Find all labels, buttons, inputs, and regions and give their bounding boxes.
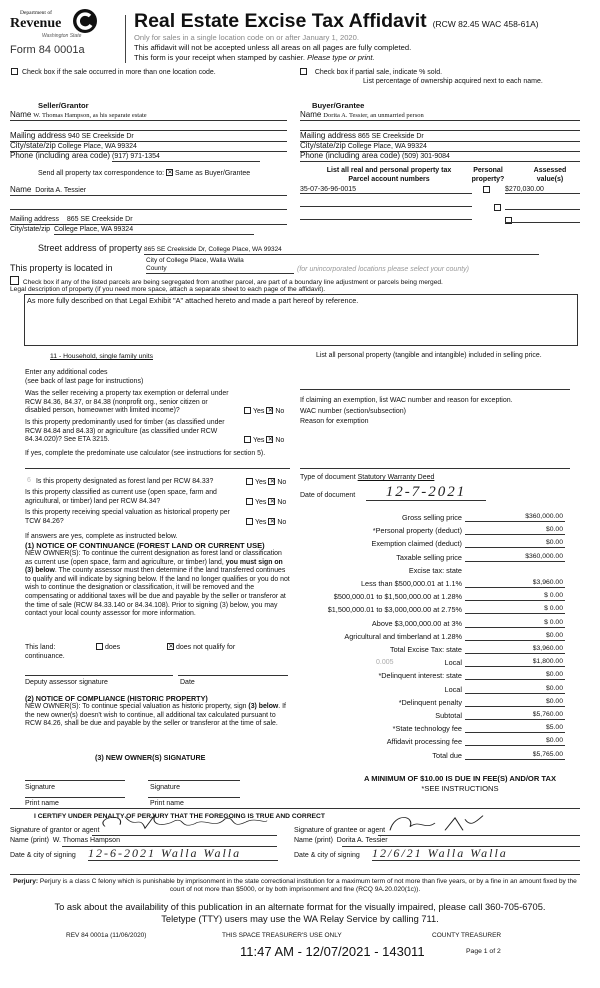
buyer-phone-field[interactable]: (509) 301-9084 [402, 153, 450, 160]
form-number: Form 84 0001a [10, 44, 85, 56]
grantor-date-city[interactable]: 12-6-2021 Walla Walla [88, 847, 278, 861]
partial-sale-checkbox-row[interactable]: Check box if partial sale, indicate % sold. [300, 68, 442, 77]
tax-row-value[interactable]: $0.00 [465, 538, 565, 548]
revenue-logo-icon [72, 8, 98, 34]
assessed-value-field[interactable] [505, 201, 580, 210]
tax-row-label: Local [444, 658, 462, 668]
personal-property-checkbox[interactable] [483, 186, 490, 193]
parcel-number-field[interactable]: 35-07-36-96-0015 [300, 185, 472, 194]
assessed-value-field[interactable] [505, 214, 580, 223]
tax-row-value[interactable]: $0.00 [465, 525, 565, 535]
tax-row-label: Taxable selling price [396, 552, 462, 562]
tax-row-label: *State technology fee [392, 724, 462, 734]
grantee-date-city[interactable]: 12/6/21 Walla Walla [372, 847, 580, 861]
tax-row-label: *Delinquent penalty [398, 697, 462, 707]
tax-row-label: *Personal property (deduct) [372, 526, 462, 536]
seller-name-field[interactable]: W. Thomas Hampson, as his separate estate [33, 112, 147, 119]
tax-row-value[interactable]: $360,000.00 [465, 552, 565, 562]
multi-location-checkbox[interactable] [11, 68, 18, 75]
document-type-field[interactable]: Statutory Warranty Deed [357, 474, 435, 481]
tax-row-label: *Delinquent interest: state [378, 671, 462, 681]
grantor-signature[interactable] [95, 812, 270, 834]
header-divider [125, 15, 126, 63]
citation: (RCW 82.45 WAC 458-61A) [432, 19, 539, 29]
parcel-number-field[interactable] [300, 198, 472, 207]
does-not-qualify-checkbox[interactable]: ✕ does not qualify for [167, 643, 235, 652]
new-owner-print-name-2[interactable]: Print name [150, 800, 184, 807]
new-owner-signature-1[interactable]: Signature [25, 784, 55, 791]
tax-row-label: $1,500,000.01 to $3,000,000.00 at 2.75% [327, 605, 462, 615]
use-code-field[interactable]: 11 - Household, single family units [50, 353, 154, 360]
same-as-buyer-checkbox[interactable] [166, 169, 173, 176]
tax-row-value[interactable]: $360,000.00 [465, 512, 565, 522]
wac-number-field[interactable]: WAC number (section/subsection) [300, 408, 406, 415]
segregated-checkbox[interactable] [10, 276, 19, 285]
document-date-field[interactable]: 12-7-2021 [366, 484, 486, 501]
buyer-name-field[interactable]: Dorita A. Tessier, an unmarried person [323, 112, 424, 119]
tax-row-label: Less than $500,000.01 at 1.1% [360, 579, 462, 588]
tax-row-label: Subtotal [435, 711, 462, 720]
tax-row-value[interactable]: $ 0.00 [465, 618, 565, 628]
new-owner-signature-2[interactable]: Signature [150, 784, 180, 791]
tax-row-value[interactable]: $0.00 [465, 631, 565, 641]
multi-location-checkbox-row[interactable]: Check box if the sale occurred in more than one location code. [11, 68, 216, 77]
tax-row-value[interactable]: $1,800.00 [465, 657, 565, 667]
historical-yes-no[interactable]: Yes ✕ No [246, 518, 286, 527]
tax-row-value[interactable]: $0.00 [465, 684, 565, 694]
assessed-value-field[interactable]: $270,030.00 [505, 185, 580, 194]
tax-row-value[interactable]: $5,765.00 [465, 750, 565, 760]
tax-row-label: Excise tax: state [408, 565, 462, 575]
tax-row-value[interactable]: $ 0.00 [465, 591, 565, 601]
tax-row-label: Local [444, 684, 462, 694]
legal-description-field[interactable]: As more fully described on that Legal Exhibit "A" attached hereto and made a part hereof by reference. [24, 294, 578, 346]
partial-sale-checkbox[interactable] [300, 68, 307, 75]
tax-row-value[interactable]: $0.00 [465, 670, 565, 680]
street-address-field[interactable]: 865 SE Creekside Dr, College Place, WA 99324 [144, 245, 539, 255]
tax-row-value[interactable]: $0.00 [465, 736, 565, 746]
seller-city-field[interactable]: College Place, WA 99324 [57, 143, 137, 150]
grantee-print-name[interactable]: Dorita A. Tessier [336, 837, 388, 844]
personal-property-checkbox[interactable] [494, 204, 501, 211]
local-rate: 0.005 [376, 659, 394, 667]
tax-row-label: Total Excise Tax: state [389, 645, 462, 654]
forest-land-yes-no[interactable]: Yes ✕ No [246, 478, 286, 487]
correspondence-mailing-field[interactable]: 865 SE Creekside Dr [66, 216, 133, 223]
q1-yes-no[interactable]: Yes ✕ No [244, 407, 284, 416]
treasurer-stamp: 11:47 AM - 12/07/2021 - 143011 [240, 944, 425, 959]
parcel-number-field[interactable] [300, 211, 472, 220]
grantee-signature[interactable] [385, 812, 485, 834]
tax-row-label: Affidavit processing fee [386, 737, 462, 747]
tax-row-value[interactable]: $5,760.00 [465, 710, 565, 720]
tax-row-value[interactable]: $5.00 [465, 723, 565, 733]
correspondence-row: Send all property tax correspondence to: ✕ Same as Buyer/Grantee [38, 169, 250, 178]
page-indicator: Page 1 of 2 [466, 948, 501, 955]
page-title: Real Estate Excise Tax Affidavit [134, 10, 427, 32]
exemption-reason-field[interactable]: Reason for exemption [300, 418, 369, 425]
current-use-yes-no[interactable]: Yes ✕ No [246, 498, 286, 507]
seller-mailing-field[interactable]: 940 SE Creekside Dr [67, 133, 134, 140]
does-qualify-checkbox[interactable]: does [96, 643, 120, 652]
correspondence-city-field[interactable]: College Place, WA 99324 [54, 225, 254, 235]
seller-phone-field[interactable]: (917) 971-1354 [112, 152, 260, 162]
grantor-print-name[interactable]: W. Thomas Hampson [52, 837, 120, 844]
tax-row-value[interactable]: $ 0.00 [465, 604, 565, 614]
tax-row-value[interactable]: $3,960.00 [465, 644, 565, 654]
title-row [134, 10, 539, 32]
new-owner-print-name-1[interactable]: Print name [25, 800, 59, 807]
buyer-city-field[interactable]: College Place, WA 99324 [347, 143, 427, 150]
deputy-assessor-signature[interactable]: Deputy assessor signature [25, 679, 108, 686]
tax-row-label: Exemption claimed (deduct) [371, 539, 462, 549]
tax-row-label: $500,000.01 to $1,500,000.00 at 1.28% [333, 592, 462, 602]
tax-row-value[interactable]: $0.00 [465, 697, 565, 707]
buyer-mailing-field[interactable]: 865 SE Creekside Dr [357, 133, 424, 140]
tax-row-label: Gross selling price [401, 513, 462, 522]
tax-row-value[interactable]: $3,960.00 [465, 578, 565, 588]
correspondence-name-field[interactable]: Dorita A. Tessier [35, 187, 87, 194]
tax-row-label: Agricultural and timberland at 1.28% [344, 631, 462, 641]
location-field[interactable]: City of College Place, Walla Walla County [146, 257, 294, 274]
tax-row-label: Total due [432, 750, 462, 760]
q2-yes-no[interactable]: Yes ✕ No [244, 436, 284, 445]
tax-row-label: Above $3,000,000.00 at 3% [371, 618, 462, 628]
